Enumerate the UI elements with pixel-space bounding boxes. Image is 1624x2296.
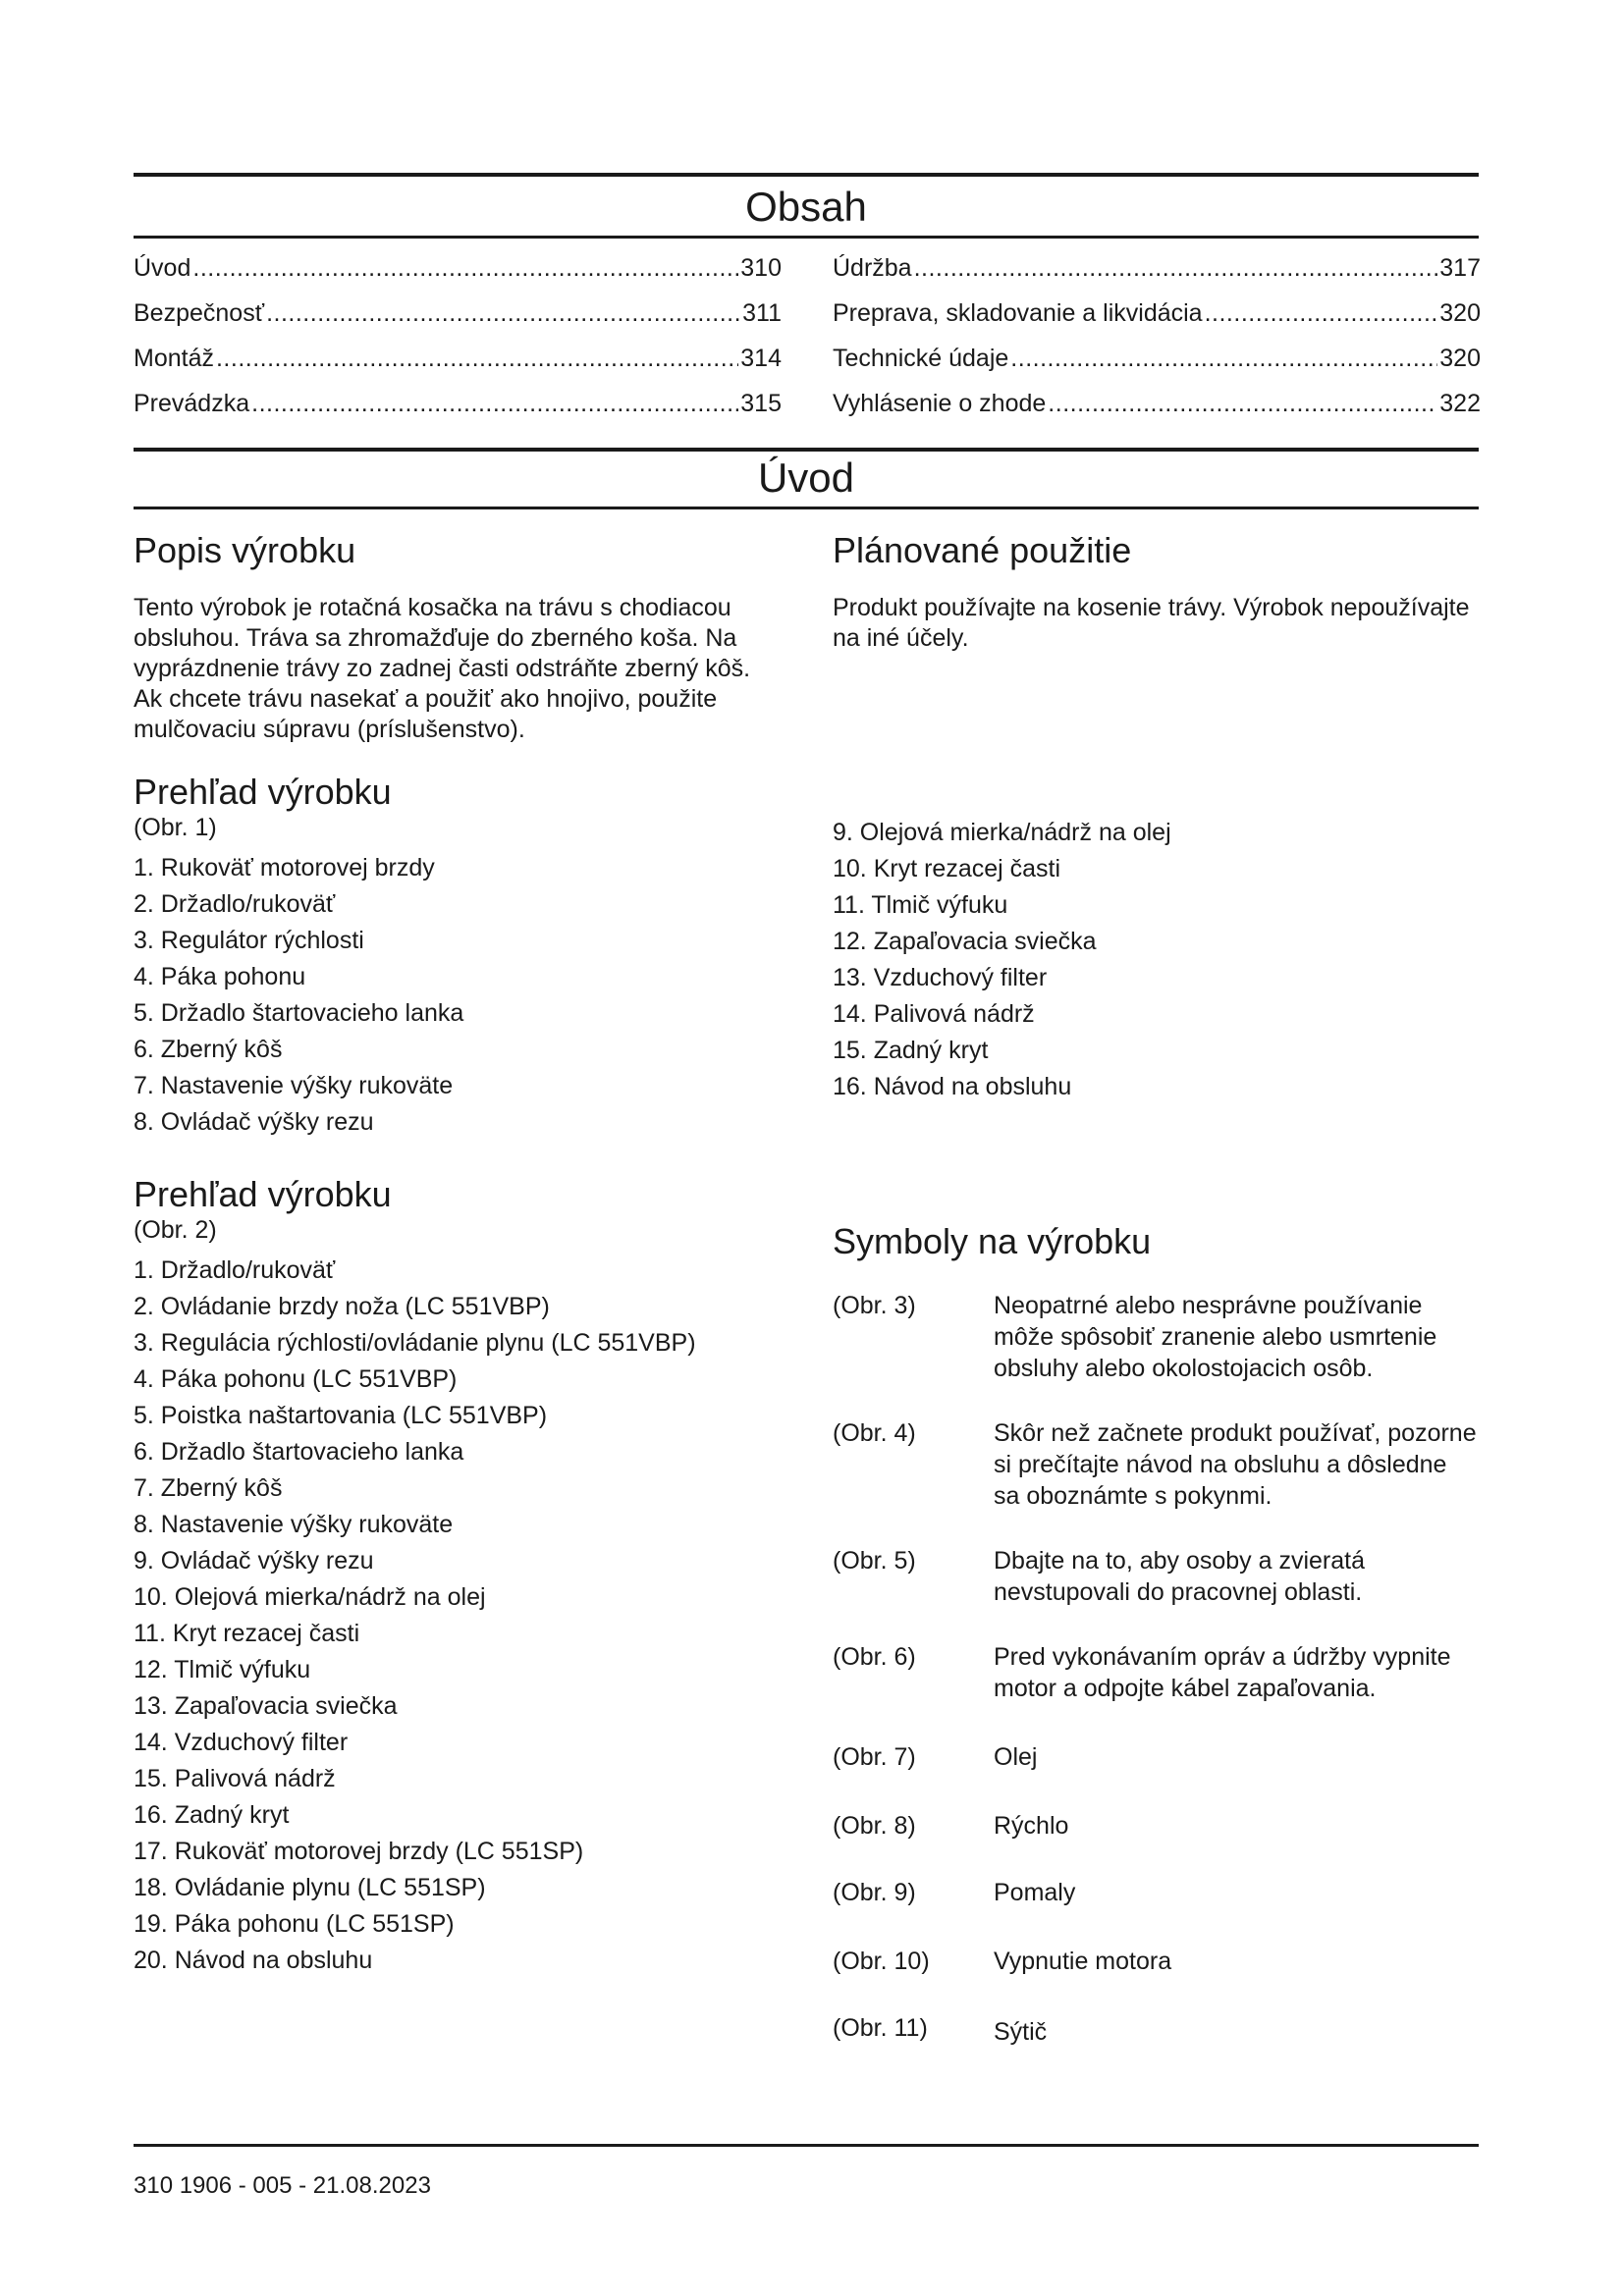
toc-entry-page: 310 (740, 254, 782, 282)
intended-use (833, 530, 1479, 654)
overview-list (134, 850, 782, 1141)
toc-leader-dots (1048, 381, 1437, 426)
figure-ref: (Obr. 8) (833, 1812, 916, 1840)
list-item: 7. Nastavenie výšky rukoväte (134, 1072, 454, 1099)
symbol-row (833, 1290, 1479, 1384)
toc-entry-label: Preprava, skladovanie a likvidácia (833, 299, 1203, 327)
top-rule (134, 173, 1479, 177)
toc-entry-page: 315 (740, 390, 782, 417)
symbol-row (833, 2012, 1479, 2048)
symbol-description: Vypnutie motora (994, 1948, 1172, 1975)
list-item: 1. Rukoväť motorovej brzdy (134, 854, 435, 881)
toc-entry[interactable] (134, 245, 782, 291)
list-item: 13. Vzduchový filter (833, 964, 1048, 991)
list-item: 7. Zberný kôš (134, 1474, 283, 1502)
list-item: 8. Nastavenie výšky rukoväte (134, 1511, 454, 1538)
figure-ref: (Obr. 9) (833, 1879, 916, 1906)
product-overview-heading: Prehľad výrobku (134, 772, 392, 812)
toc-leader-dots (1010, 336, 1437, 381)
toc-entry-label: Montáž (134, 345, 214, 372)
list-item: 20. Návod na obsluhu (134, 1947, 373, 1974)
symbol-row (833, 1810, 1479, 1842)
toc-leader-dots (266, 291, 740, 336)
list-item: 12. Tlmič výfuku (134, 1656, 311, 1683)
toc-entry[interactable] (833, 336, 1481, 381)
toc-entry[interactable] (833, 381, 1481, 426)
intro-top-rule (134, 448, 1479, 452)
product-description-text: Tento výrobok je rotačná kosačka na trávu s chodiacou obsluhou. Tráva sa zhromažďuje do zberného koša. Na vyprázdnenie trávy zo zadnej časti odstráňte zberný kôš. Ak chcete trávu nasekať a použiť ako hnojivo, použite mulčovaciu súpravu (príslušenstvo). (134, 594, 751, 743)
list-item: 9. Ovládač výšky rezu (134, 1547, 374, 1575)
list-item: 11. Kryt rezacej časti (134, 1620, 360, 1647)
product-description-heading: Popis výrobku (134, 530, 356, 570)
toc-entry-page: 320 (1439, 345, 1481, 372)
symbol-row (833, 1417, 1479, 1512)
list-item: 4. Páka pohonu (LC 551VBP) (134, 1365, 458, 1393)
product-overview-1 (134, 772, 782, 1141)
symbol-description: Skôr než začnete produkt používať, pozorne si prečítajte návod na obsluhu a dôsledne sa oboznámte s pokynmi. (994, 1419, 1477, 1510)
toc-right-column (833, 245, 1481, 426)
list-item: 15. Palivová nádrž (134, 1765, 336, 1792)
list-item: 1. Držadlo/rukoväť (134, 1256, 336, 1284)
toc-leader-dots (216, 336, 738, 381)
list-item: 8. Ovládač výšky rezu (134, 1108, 374, 1136)
symbol-row (833, 1946, 1479, 1977)
toc-entry-page: 317 (1439, 254, 1481, 282)
symbol-description: Neopatrné alebo nesprávne používanie môže spôsobiť zranenie alebo usmrtenie obsluhy alebo okolostojacich osôb. (994, 1292, 1437, 1382)
toc-entry[interactable] (134, 291, 782, 336)
product-overview-1-continued (833, 815, 1479, 1105)
symbol-description: Dbajte na to, aby osoby a zvieratá nevstupovali do pracovnej oblasti. (994, 1547, 1366, 1606)
list-item: 13. Zapaľovacia sviečka (134, 1692, 398, 1720)
list-item: 2. Držadlo/rukoväť (134, 890, 336, 918)
symbol-description: Pred vykonávaním opráv a údržby vypnite motor a odpojte kábel zapaľovania. (994, 1643, 1451, 1702)
list-item: 6. Držadlo štartovacieho lanka (134, 1438, 464, 1466)
toc-entry-label: Prevádzka (134, 390, 250, 417)
symbol-row (833, 1741, 1479, 1773)
figure-ref: (Obr. 6) (833, 1643, 916, 1671)
list-item: 16. Zadný kryt (134, 1801, 290, 1829)
symbol-description: Sýtič (994, 2018, 1048, 2046)
document-page (134, 0, 1479, 2296)
toc-entry-label: Úvod (134, 254, 191, 282)
toc-entry-page: 320 (1439, 299, 1481, 327)
list-item: 17. Rukoväť motorovej brzdy (LC 551SP) (134, 1838, 584, 1865)
toc-entry-label: Bezpečnosť (134, 299, 265, 327)
toc-entry[interactable] (134, 381, 782, 426)
toc-leader-dots (914, 245, 1438, 291)
list-item: 2. Ovládanie brzdy noža (LC 551VBP) (134, 1293, 550, 1320)
footer-doc-id: 310 1906 - 005 - 21.08.2023 (134, 2172, 431, 2199)
product-description (134, 530, 782, 745)
toc-entry-page: 311 (742, 299, 782, 327)
toc-entry[interactable] (833, 291, 1481, 336)
list-item: 19. Páka pohonu (LC 551SP) (134, 1910, 455, 1938)
product-symbols (833, 1221, 1479, 2048)
intended-use-text: Produkt používajte na kosenie trávy. Výrobok nepoužívajte na iné účely. (833, 594, 1470, 652)
list-item: 5. Poistka naštartovania (LC 551VBP) (134, 1402, 548, 1429)
list-item: 3. Regulátor rýchlosti (134, 927, 364, 954)
intro-title-rule (134, 507, 1479, 509)
toc-entry-page: 322 (1439, 390, 1481, 417)
toc-leader-dots (192, 245, 738, 291)
list-item: 12. Zapaľovacia sviečka (833, 928, 1097, 955)
list-item: 15. Zadný kryt (833, 1037, 989, 1064)
figure-ref: (Obr. 7) (833, 1743, 916, 1771)
intro-title: Úvod (757, 454, 855, 501)
toc-title: Obsah (745, 184, 867, 230)
toc-entry[interactable] (833, 245, 1481, 291)
list-item: 10. Olejová mierka/nádrž na olej (134, 1583, 486, 1611)
toc-entry-label: Technické údaje (833, 345, 1009, 372)
list-item: 10. Kryt rezacej časti (833, 855, 1061, 882)
overview-list (833, 815, 1479, 1105)
figure-ref: (Obr. 4) (833, 1419, 916, 1447)
list-item: 11. Tlmič výfuku (833, 891, 1008, 919)
footer-rule (134, 2144, 1479, 2147)
symbol-description: Pomaly (994, 1879, 1076, 1906)
symbol-row (833, 1545, 1479, 1608)
toc-title-rule (134, 236, 1479, 239)
toc-entry-label: Údržba (833, 254, 912, 282)
figure-ref: (Obr. 2) (134, 1216, 217, 1244)
list-item: 4. Páka pohonu (134, 963, 306, 990)
toc-entry-page: 314 (740, 345, 782, 372)
figure-ref: (Obr. 5) (833, 1547, 916, 1575)
toc-left-column (134, 245, 782, 426)
list-item: 16. Návod na obsluhu (833, 1073, 1072, 1100)
list-item: 14. Palivová nádrž (833, 1000, 1035, 1028)
list-item: 6. Zberný kôš (134, 1036, 283, 1063)
symbol-row (833, 1641, 1479, 1704)
toc-entry-label: Vyhlásenie o zhode (833, 390, 1047, 417)
list-item: 14. Vzduchový filter (134, 1729, 349, 1756)
list-item: 5. Držadlo štartovacieho lanka (134, 999, 464, 1027)
figure-ref: (Obr. 11) (833, 2014, 928, 2042)
list-item: 9. Olejová mierka/nádrž na olej (833, 819, 1171, 846)
figure-ref: (Obr. 10) (833, 1948, 930, 1975)
toc-leader-dots (1205, 291, 1438, 336)
toc-leader-dots (251, 381, 738, 426)
overview-list (134, 1253, 782, 1979)
product-overview-2 (134, 1174, 782, 1979)
symbol-description: Olej (994, 1743, 1038, 1771)
toc-entry[interactable] (134, 336, 782, 381)
figure-ref: (Obr. 1) (134, 814, 217, 841)
product-symbols-heading: Symboly na výrobku (833, 1221, 1152, 1261)
list-item: 3. Regulácia rýchlosti/ovládanie plynu (LC 551VBP) (134, 1329, 696, 1357)
symbol-description: Rýchlo (994, 1812, 1069, 1840)
product-overview-heading: Prehľad výrobku (134, 1174, 392, 1214)
list-item: 18. Ovládanie plynu (LC 551SP) (134, 1874, 486, 1901)
intended-use-heading: Plánované použitie (833, 530, 1132, 570)
figure-ref: (Obr. 3) (833, 1292, 916, 1319)
symbol-row (833, 1877, 1479, 1908)
